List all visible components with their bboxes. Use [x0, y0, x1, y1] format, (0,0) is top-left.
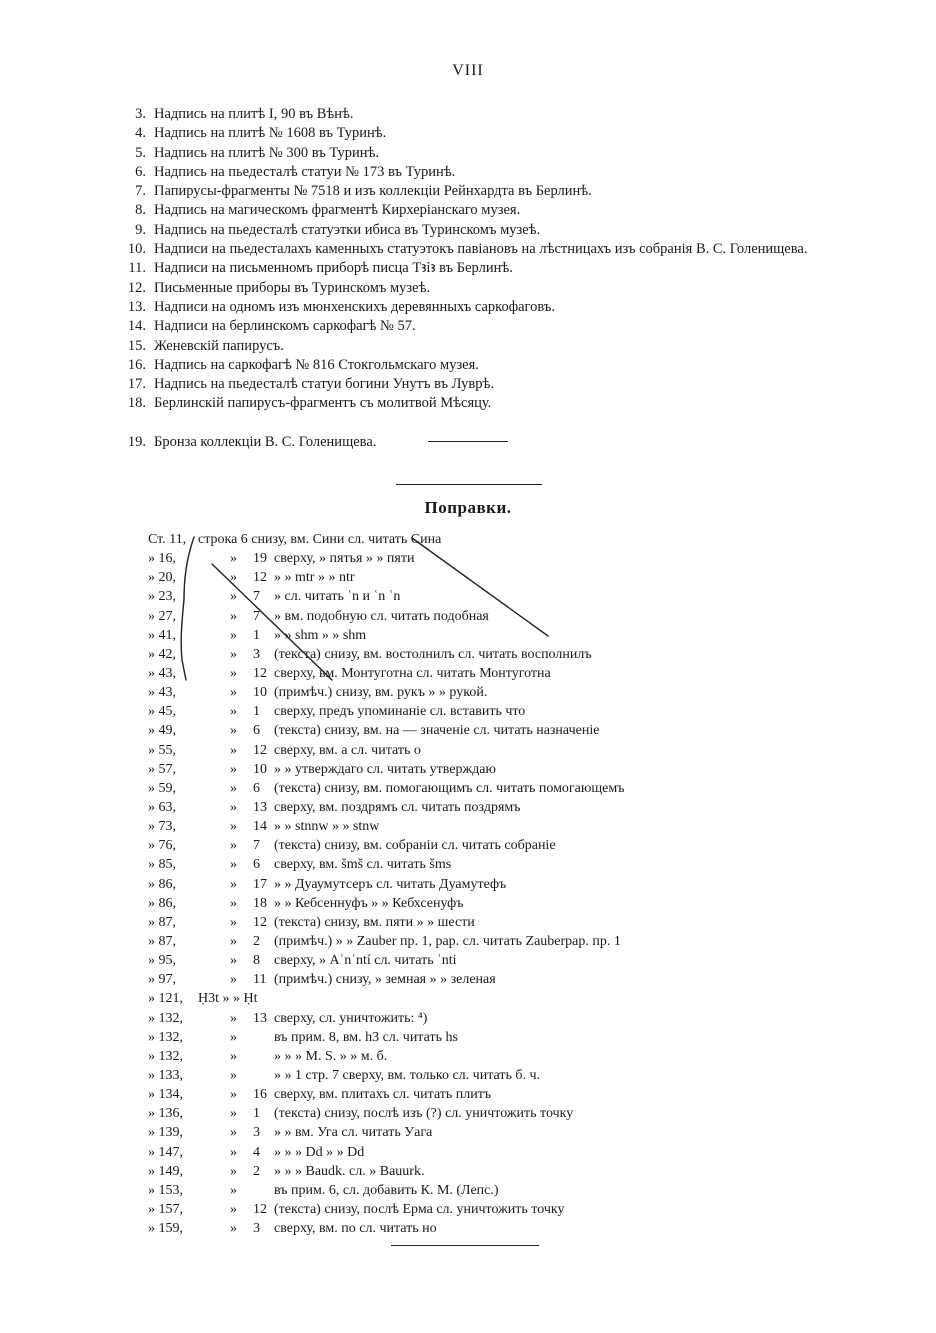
list-item-number: 14. [127, 318, 146, 335]
list-item [108, 240, 848, 259]
list-item-text: Надписи на пьедесталахъ каменныхъ статуэтокъ павіановъ на лѣстницахъ изъ собранія В. С. Голенищева. [154, 241, 808, 258]
correction-page: » 95, [148, 953, 176, 969]
correction-line: 3 [253, 1125, 260, 1141]
correction-line: 19 [253, 551, 267, 567]
list-item [108, 337, 848, 356]
correction-page: » 45, [148, 704, 176, 720]
list-item-number: 5. [135, 144, 146, 161]
list-item-number: 16. [127, 356, 146, 373]
correction-row [140, 1104, 840, 1123]
correction-page: » 55, [148, 742, 176, 758]
correction-line: 10 [253, 761, 267, 777]
correction-text: сверху, вм. Монтуготна сл. читать Монтуготна [274, 665, 551, 681]
correction-ditto: » [230, 1010, 237, 1026]
correction-row [140, 913, 840, 932]
correction-page: » 76, [148, 838, 176, 854]
correction-ditto: » [230, 780, 237, 796]
correction-ditto: » [230, 1182, 237, 1198]
correction-text: сверху, сл. уничтожить: ⁴) [274, 1010, 428, 1026]
correction-page: » 133, [148, 1067, 183, 1083]
list-item-text: Надписи на берлинскомъ саркофагѣ № 57. [154, 318, 416, 335]
list-item [108, 163, 848, 182]
correction-row [140, 568, 840, 587]
correction-row [140, 817, 840, 836]
correction-page: » 23, [148, 589, 176, 605]
correction-text: сверху, вм. šmš сл. читать šms [274, 857, 452, 873]
correction-text: » » утверждаго сл. читать утверждаю [274, 761, 496, 777]
correction-text: (текста) снизу, вм. помогающимъ сл. читать помогающемъ [274, 780, 625, 796]
correction-text: » » » Baudk. сл. » Bauurk. [274, 1163, 425, 1179]
correction-ditto: » [230, 1067, 237, 1083]
list-item-number: 17. [127, 376, 146, 393]
correction-page: » 27, [148, 608, 176, 624]
correction-ditto: » [230, 1106, 237, 1122]
correction-text: въ прим. 6, сл. добавить К. М. (Лепс.) [274, 1182, 499, 1198]
correction-line: 6 [253, 723, 260, 739]
correction-row [140, 798, 840, 817]
correction-text: сверху, » пятья » » пяти [274, 551, 415, 567]
correction-text: (примѣч.) » » Zauber пр. 1, рар. сл. читать Zauberpap. пр. 1 [274, 933, 621, 949]
correction-page: » 57, [148, 761, 176, 777]
list-item-number: 18. [127, 395, 146, 412]
correction-row [140, 1162, 840, 1181]
list-item-text: Надписи на письменномъ приборѣ писца Tꜣỉꜣ въ Берлинѣ. [154, 260, 513, 277]
correction-line: 8 [253, 953, 260, 969]
correction-page: » 43, [148, 665, 176, 681]
correction-page: » 49, [148, 723, 176, 739]
list-item [108, 105, 848, 124]
section-divider [428, 441, 508, 442]
correction-line: 3 [253, 1221, 260, 1237]
list-item-text: Надпись на пьедесталѣ статуэтки ибиса въ Туринскомъ музеѣ. [154, 221, 541, 238]
correction-row [140, 664, 840, 683]
correction-line: 12 [253, 665, 267, 681]
correction-row [140, 1066, 840, 1085]
correction-text: » » stnnw » » stnw [274, 819, 380, 835]
correction-text: сверху, вм. плитахъ сл. читать плитъ [274, 1087, 492, 1103]
contents-list [108, 105, 848, 452]
correction-page: » 73, [148, 819, 176, 835]
correction-ditto: » [230, 570, 237, 586]
correction-page: » 86, [148, 895, 176, 911]
correction-line: 2 [253, 933, 260, 949]
correction-text: » » Кебсеннуфъ » » Кебхсенуфъ [274, 895, 464, 911]
correction-row [140, 760, 840, 779]
correction-line: 7 [253, 608, 260, 624]
correction-ditto: » [230, 799, 237, 815]
list-item [108, 394, 848, 413]
list-item-text: Надпись на пьедесталѣ статуи богини Унутъ въ Луврѣ. [154, 376, 494, 393]
correction-text: сверху, » Aʿnʿntí сл. читать ʿnti [274, 953, 457, 969]
correction-text: » » вм. Уга сл. читать Уага [274, 1125, 433, 1141]
correction-page: » 149, [148, 1163, 183, 1179]
list-item [108, 221, 848, 240]
correction-row [140, 1123, 840, 1142]
correction-text: (текста) снизу, вм. пяти » » шести [274, 914, 475, 930]
correction-row [140, 721, 840, 740]
correction-row [140, 1181, 840, 1200]
correction-line: 11 [253, 972, 267, 988]
page-number: VIII [452, 62, 484, 79]
correction-text: » » Дуаумутсеръ сл. читать Дуамутефъ [274, 876, 507, 892]
list-item [108, 433, 848, 452]
correction-row [140, 951, 840, 970]
correction-line: 16 [253, 1087, 267, 1103]
correction-ditto: » [230, 1221, 237, 1237]
list-item-text: Надпись на плитѣ I, 90 въ Вѣнѣ. [154, 106, 354, 122]
correction-row [140, 875, 840, 894]
correction-page: » 43, [148, 685, 176, 701]
list-item-text: Надпись на плитѣ № 1608 въ Туринѣ. [154, 125, 387, 142]
correction-line: 1 [253, 1106, 260, 1122]
list-item-number: 11. [128, 260, 146, 277]
list-item-text: Письменные приборы въ Туринскомъ музеѣ. [154, 279, 431, 296]
correction-text: » вм. подобную сл. читать подобная [274, 608, 489, 624]
list-item-text: Надпись на саркофагѣ № 816 Стокгольмскаго музея. [154, 356, 479, 373]
correction-ditto: » [230, 972, 237, 988]
correction-row [140, 1047, 840, 1066]
correction-ditto: » [230, 857, 237, 873]
correction-page: » 97, [148, 972, 176, 988]
correction-text: Ḥ3t » » Ḥt [198, 991, 258, 1007]
list-item-text: Берлинскій папирусъ-фрагментъ съ молитвой Мѣсяцу. [154, 395, 492, 412]
correction-page: » 63, [148, 799, 176, 815]
correction-row [140, 1085, 840, 1104]
correction-ditto: » [230, 742, 237, 758]
correction-ditto: » [230, 819, 237, 835]
list-item-number: 4. [135, 125, 146, 142]
correction-line: 13 [253, 1010, 267, 1026]
correction-ditto: » [230, 895, 237, 911]
correction-text: сверху, вм. а сл. читать о [274, 742, 421, 758]
correction-page: Ст. 11, [148, 532, 187, 547]
correction-row [140, 645, 840, 664]
correction-text: » » mtr » » ntr [274, 570, 355, 586]
correction-text: » » » M. S. » » м. б. [274, 1048, 388, 1064]
correction-row [140, 1009, 840, 1028]
list-item-text: Надпись на магическомъ фрагментѣ Кирхеріанскаго музея. [154, 202, 521, 219]
correction-ditto: » [230, 551, 237, 567]
list-item [108, 259, 848, 278]
list-item-number: 9. [135, 221, 146, 238]
list-item [108, 182, 848, 201]
correction-line: 2 [253, 1163, 260, 1179]
corrections-heading: Поправки. [424, 498, 512, 517]
correction-ditto: » [230, 953, 237, 969]
correction-line: 14 [253, 819, 267, 835]
list-item-text: Папирусы-фрагменты № 7518 и изъ коллекціи Рейнхардта въ Берлинѣ. [154, 183, 592, 200]
list-item-number: 7. [135, 183, 146, 200]
correction-page: » 85, [148, 857, 176, 873]
list-item-text: Бронза коллекціи В. С. Голенищева. [154, 433, 377, 450]
correction-ditto: » [230, 876, 237, 892]
correction-line: 6 [253, 780, 260, 796]
correction-ditto: » [230, 1048, 237, 1064]
correction-row [140, 1200, 840, 1219]
correction-page: » 134, [148, 1087, 183, 1103]
list-item [108, 144, 848, 163]
correction-text: (текста) снизу, послѣ Ерма сл. уничтожить точку [274, 1201, 565, 1217]
correction-row [140, 530, 840, 549]
correction-page: » 136, [148, 1106, 183, 1122]
correction-row [140, 779, 840, 798]
list-item [108, 375, 848, 394]
correction-row [140, 683, 840, 702]
correction-ditto: » [230, 1163, 237, 1179]
correction-text: (текста) снизу, послѣ изъ (?) сл. уничтожить точку [274, 1106, 574, 1122]
list-item-number: 10. [127, 241, 146, 258]
correction-page: » 86, [148, 876, 176, 892]
correction-row [140, 549, 840, 568]
correction-row [140, 989, 840, 1008]
correction-line: 7 [253, 589, 260, 605]
list-item-text: Женевскій папирусъ. [154, 337, 284, 354]
correction-ditto: » [230, 704, 237, 720]
correction-row [140, 836, 840, 855]
correction-row [140, 607, 840, 626]
correction-ditto: » [230, 914, 237, 930]
correction-ditto: » [230, 627, 237, 643]
correction-page: » 20, [148, 570, 176, 586]
correction-line: 1 [253, 704, 260, 720]
correction-page: » 121, [148, 991, 183, 1007]
correction-text: (текста) снизу, вм. на — значеніе сл. читать назначеніе [274, 723, 600, 739]
correction-page: » 157, [148, 1201, 183, 1217]
correction-text: » » shm » » shm [274, 627, 367, 643]
correction-text: » сл. читать ʿn и ʿn ʿn [274, 589, 401, 605]
correction-row [140, 855, 840, 874]
correction-page: » 139, [148, 1125, 183, 1141]
correction-ditto: » [230, 1029, 237, 1045]
list-item-number: 13. [127, 298, 146, 315]
correction-text: » » 1 стр. 7 сверху, вм. только сл. читать б. ч. [274, 1067, 541, 1083]
correction-text: » » » Dd » » Dd [274, 1144, 365, 1160]
correction-page: » 87, [148, 914, 176, 930]
list-item-number: 19. [127, 433, 146, 450]
correction-row [140, 587, 840, 606]
correction-row [140, 894, 840, 913]
correction-ditto: » [230, 723, 237, 739]
correction-row [140, 741, 840, 760]
correction-line: 4 [253, 1144, 260, 1160]
correction-text: сверху, вм. поздрямъ сл. читать поздрямъ [274, 799, 521, 815]
list-item [108, 124, 848, 143]
correction-ditto: » [230, 1125, 237, 1141]
correction-line: 3 [253, 646, 260, 662]
correction-line: 12 [253, 914, 267, 930]
correction-row [140, 1028, 840, 1047]
list-item [108, 317, 848, 336]
list-item-text: Надписи на одномъ изъ мюнхенскихъ деревянныхъ саркофаговъ. [154, 298, 556, 315]
correction-page: » 153, [148, 1182, 183, 1198]
correction-line: 7 [253, 838, 260, 854]
correction-text: сверху, предъ упоминаніе сл. вставить что [274, 704, 526, 720]
list-item [108, 298, 848, 317]
correction-ditto: » [230, 838, 237, 854]
correction-text: (текста) снизу, вм. востолнилъ сл. читать восполнилъ [274, 646, 592, 662]
heading-divider [396, 484, 542, 485]
correction-page: » 132, [148, 1048, 183, 1064]
list-item-text: Надпись на пьедесталѣ статуи № 173 въ Туринѣ. [154, 163, 456, 180]
correction-text: (текста) снизу, вм. собраніи сл. читать собраніе [274, 838, 556, 854]
correction-row [140, 932, 840, 951]
correction-ditto: » [230, 608, 237, 624]
correction-ditto: » [230, 685, 237, 701]
list-item-number: 12. [127, 279, 146, 296]
correction-ditto: » [230, 933, 237, 949]
correction-line: 12 [253, 742, 267, 758]
correction-page: » 42, [148, 646, 176, 662]
list-item [108, 279, 848, 298]
list-item-text: Надпись на плитѣ № 300 въ Туринѣ. [154, 144, 379, 161]
list-item [108, 356, 848, 375]
correction-line: 12 [253, 570, 267, 586]
correction-row [140, 626, 840, 645]
correction-ditto: » [230, 646, 237, 662]
correction-row [140, 970, 840, 989]
correction-line: 1 [253, 627, 260, 643]
corrections-table [140, 530, 840, 1238]
correction-line: 13 [253, 799, 267, 815]
correction-text: (примѣч.) снизу, вм. рукъ » » рукой. [274, 685, 488, 701]
correction-text: (примѣч.) снизу, » земная » » зеленая [274, 972, 496, 988]
correction-page: » 159, [148, 1221, 183, 1237]
correction-page: » 59, [148, 780, 176, 796]
correction-line: 18 [253, 895, 267, 911]
correction-page: » 16, [148, 551, 176, 567]
list-item-number: 8. [135, 202, 146, 219]
correction-page: » 132, [148, 1010, 183, 1026]
correction-page: » 147, [148, 1144, 183, 1160]
correction-row [140, 1219, 840, 1238]
bottom-divider [391, 1245, 539, 1246]
correction-line: 6 [253, 857, 260, 873]
list-item-number: 15. [127, 337, 146, 354]
correction-row [140, 702, 840, 721]
correction-ditto: » [230, 1201, 237, 1217]
list-item [108, 201, 848, 220]
list-item-number: 3. [135, 106, 146, 122]
correction-ditto: » [230, 665, 237, 681]
correction-line: 12 [253, 1201, 267, 1217]
correction-text: въ прим. 8, вм. h3 сл. читать hs [274, 1029, 458, 1045]
correction-ditto: » [230, 761, 237, 777]
correction-line: 10 [253, 685, 267, 701]
list-item-number: 6. [135, 163, 146, 180]
correction-ditto: » [230, 589, 237, 605]
correction-text: сверху, вм. по сл. читать но [274, 1221, 437, 1237]
correction-ditto: » [230, 1087, 237, 1103]
correction-row [140, 1143, 840, 1162]
correction-text: строка 6 снизу, вм. Сини сл. читать Сина [198, 532, 442, 547]
correction-ditto: » [230, 1144, 237, 1160]
correction-page: » 87, [148, 933, 176, 949]
correction-page: » 41, [148, 627, 176, 643]
correction-line: 17 [253, 876, 267, 892]
correction-page: » 132, [148, 1029, 183, 1045]
